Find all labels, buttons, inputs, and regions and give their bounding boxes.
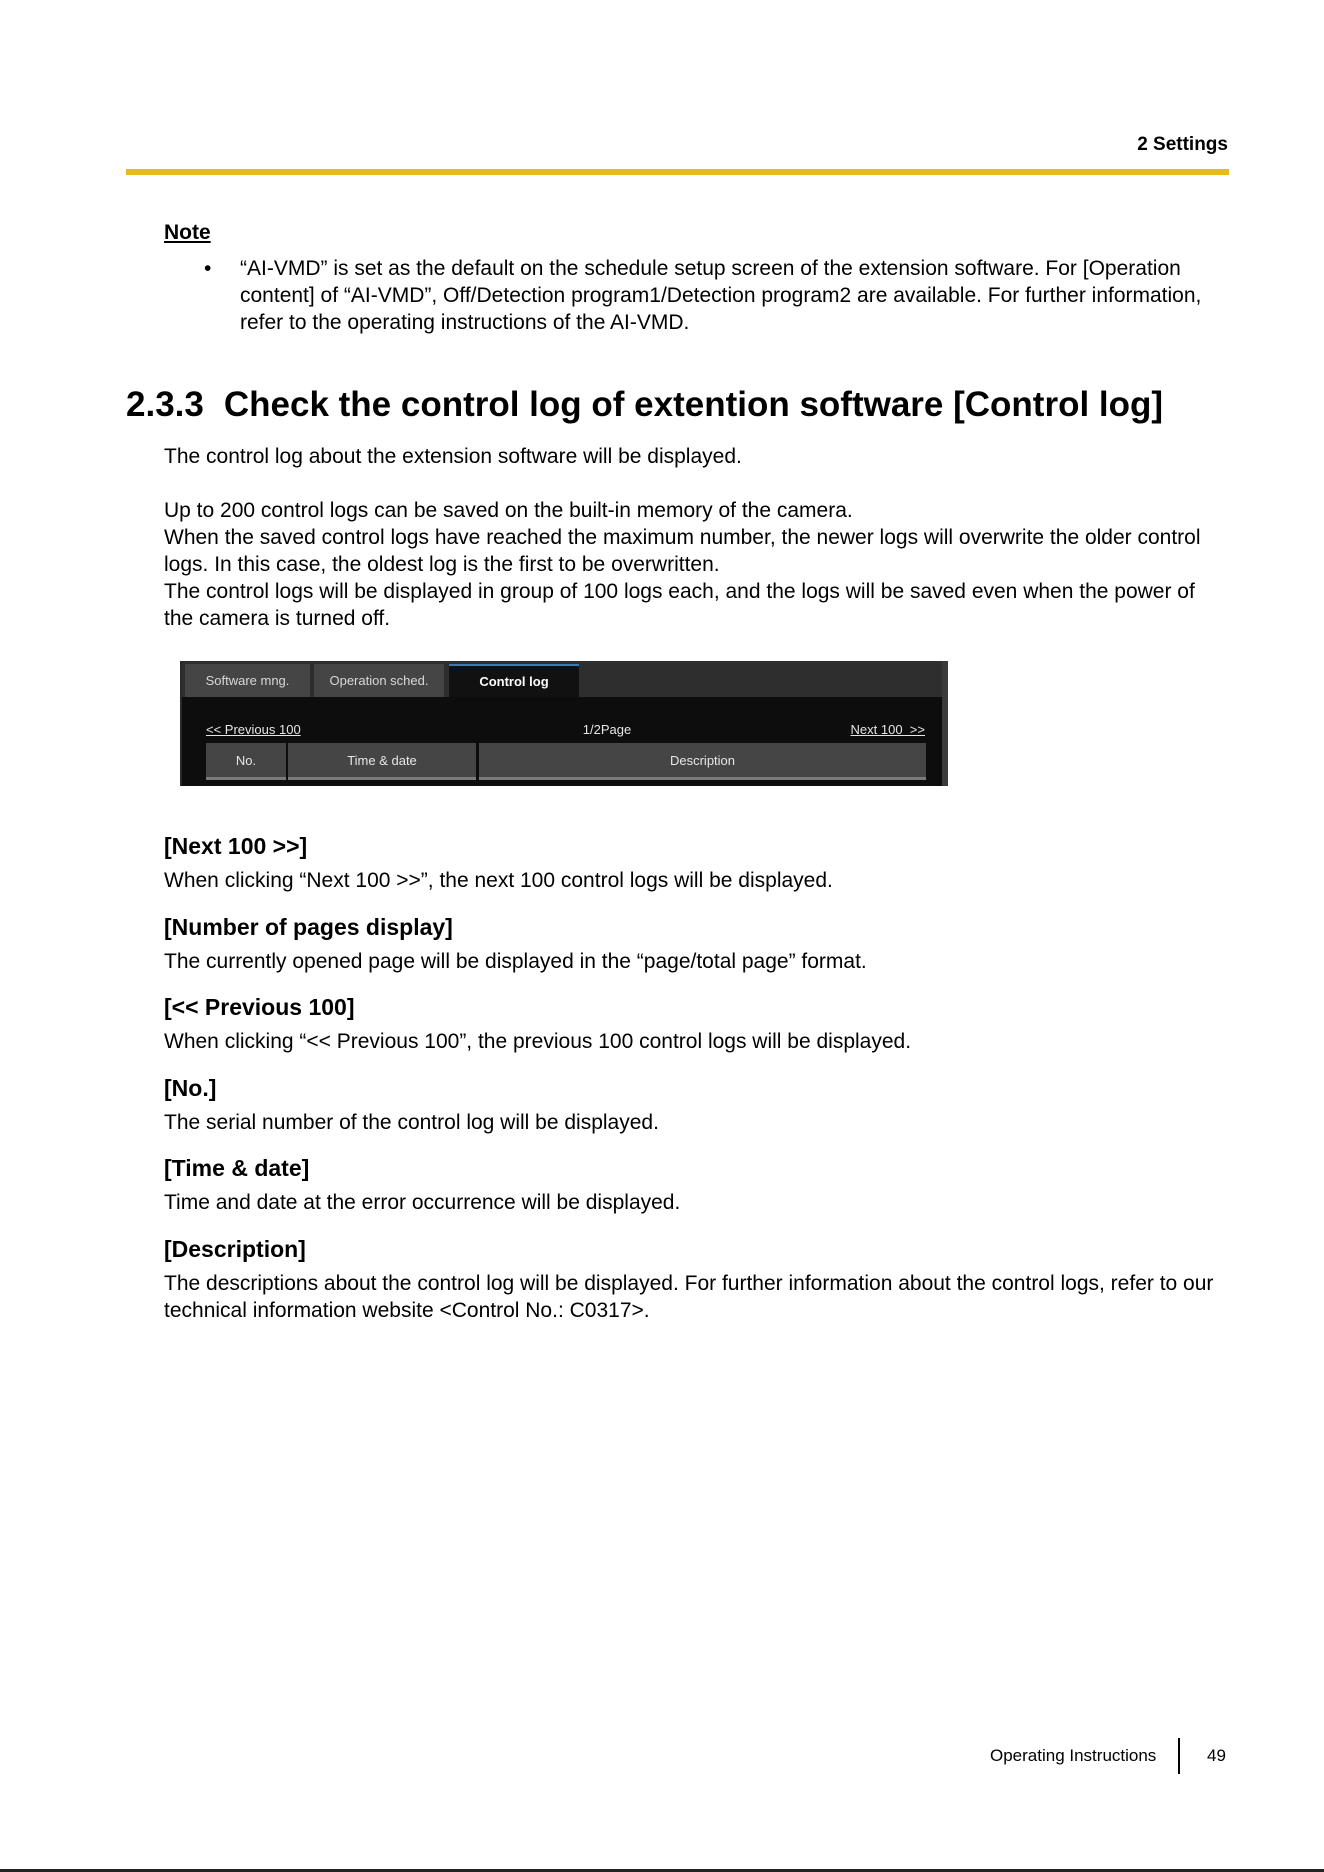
footer-doc-title: Operating Instructions (990, 1746, 1157, 1765)
section-heading (126, 385, 1163, 425)
section-number: 2.3.3 (126, 385, 204, 424)
grouping-paragraph: The control logs will be displayed in group of 100 logs each, and the logs will be saved even when the power of the camera is turned off. (164, 580, 1195, 630)
tab-operation-sched[interactable]: Operation sched. (314, 664, 444, 697)
next-100-link[interactable]: Next 100 >> (850, 722, 925, 737)
footer-page-number: 49 (1207, 1746, 1226, 1765)
note-title: Note (164, 221, 211, 244)
section-label: 2 Settings (1137, 134, 1228, 155)
footer-separator (1178, 1738, 1180, 1774)
column-header-time-date: Time & date (288, 743, 476, 780)
tab-software-mng[interactable]: Software mng. (185, 664, 310, 697)
item-desc-previous: When clicking “<< Previous 100”, the previous 100 control logs will be displayed. (164, 1030, 912, 1053)
item-title-time-date: [Time & date] (164, 1155, 310, 1181)
note-item (204, 255, 1229, 336)
note-item-text: “AI-VMD” is set as the default on the schedule setup screen of the extension software. For [Operation content] of “AI-VMD”, Off/Detection program1/Detection program2 are available. For further information, refer to the operating instructions of the AI-VMD. (240, 257, 1202, 334)
tab-bar (182, 661, 942, 697)
header-rule (126, 169, 1229, 175)
overwrite-paragraph: When the saved control logs have reached the maximum number, the newer logs will overwrite the older control logs. In this case, the oldest log is the first to be overwritten. (164, 526, 1201, 576)
note-list (204, 255, 1229, 336)
item-desc-no: The serial number of the control log will be displayed. (164, 1111, 659, 1134)
item-desc-description: The descriptions about the control log will be displayed. For further information about the control logs, refer to our technical information website <Control No.: C0317>. (164, 1272, 1214, 1322)
item-desc-next: When clicking “Next 100 >>”, the next 100 control logs will be displayed. (164, 869, 833, 892)
item-title-no: [No.] (164, 1075, 217, 1101)
previous-100-link[interactable]: << Previous 100 (206, 722, 301, 737)
item-title-description: [Description] (164, 1236, 306, 1262)
page-indicator: 1/2Page (582, 722, 632, 737)
item-title-pages: [Number of pages display] (164, 914, 453, 940)
capacity-paragraph: Up to 200 control logs can be saved on the built-in memory of the camera. (164, 499, 853, 522)
control-log-screenshot (180, 661, 948, 786)
item-desc-pages: The currently opened page will be displayed in the “page/total page” format. (164, 950, 867, 973)
item-title-previous: [<< Previous 100] (164, 994, 355, 1020)
item-desc-time-date: Time and date at the error occurrence will be displayed. (164, 1191, 681, 1214)
column-header-no: No. (206, 743, 286, 780)
intro-paragraph: The control log about the extension software will be displayed. (164, 445, 742, 468)
tab-control-log[interactable]: Control log (449, 664, 579, 697)
section-title: Check the control log of extention software [Control log] (223, 385, 1164, 424)
column-header-description: Description (479, 743, 926, 780)
bullet-icon: • (204, 257, 212, 280)
item-title-next: [Next 100 >>] (164, 833, 308, 859)
